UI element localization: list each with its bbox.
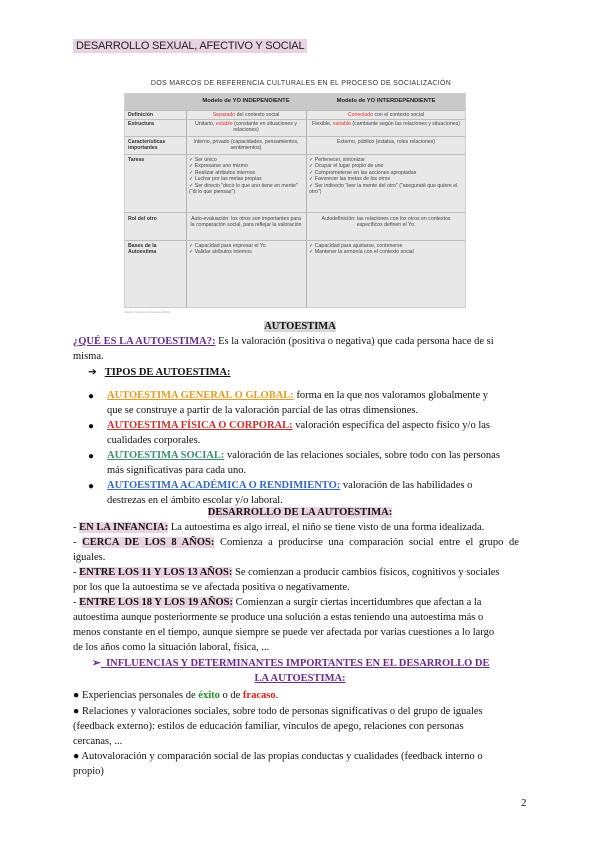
table-title: DOS MARCOS DE REFERENCIA CULTURALES EN EL PROCESO DE SOCIALIZACIÓN [150, 80, 452, 87]
table-row-rol: Rol del otro Auto-evaluación: los otros son importantes para la comparación social, para reflejar la valoración Autodefinición: las relaciones con los otros en contextos específicos definen el Yo. [125, 212, 465, 241]
table-header-row [125, 94, 465, 110]
influence-relaciones-line-3: cercanas, ... [73, 736, 123, 747]
table-row-estructura: Estructura Unitario, estable (constante en situaciones y relaciones) Flexible, variable (cambiante según las relaciones y situaciones) [125, 119, 465, 137]
document-header: DESARROLLO SEXUAL, AFECTIVO Y SOCIAL [73, 39, 307, 53]
page-number: 2 [521, 797, 527, 809]
influence-exito-fracaso: ● Experiencias personales de éxito o de fracaso. [73, 690, 279, 701]
definition-line-2: misma. [73, 351, 104, 362]
comparison-table [124, 93, 466, 308]
dev-8-anos-line-1: - CERCA DE LOS 8 AÑOS: Comienza a producirse una comparación social entre el grupo de [73, 537, 519, 548]
bullet-icon: ● [73, 690, 80, 701]
type-global-line-2: que se construye a partir de la valoración parcial de las otras dimensiones. [107, 405, 419, 416]
influence-autovaloracion-line-1: ● Autovaloración y comparación social de las propias conductas y cualidades (feedback interno o [73, 751, 483, 762]
dev-18-19-line-3: menos constante en el tiempo, aunque siempre se puede ver afectada por varias cuestiones a lo largo [73, 627, 495, 638]
definition-line-1: ¿QUÉ ES LA AUTOESTIMA?: Es la valoración (positiva o negativa) que cada persona hace de sí [73, 336, 494, 347]
dev-11-13-line-1: - ENTRE LOS 11 Y LOS 13 AÑOS: Se comienzan a producir cambios físicos, cognitivos y sociales [73, 567, 500, 578]
type-global-line-1: AUTOESTIMA GENERAL O GLOBAL: forma en la que nos valoramos globalmente y [107, 390, 489, 401]
arrow-right-icon: ➔ [88, 367, 97, 378]
bullet-icon: ● [88, 421, 95, 432]
type-academica-line-1: AUTOESTIMA ACADÉMICA O RENDIMIENTO: valoración de las habilidades o [107, 480, 473, 491]
dev-18-19-line-1: - ENTRE LOS 18 Y LOS 19 AÑOS: Comienzan a surgir ciertas incertidumbres que afectan a la [73, 597, 482, 608]
bullet-icon: ● [88, 451, 95, 462]
bullet-icon: ● [73, 706, 80, 717]
arrow-right-icon: ➢ [92, 658, 101, 669]
table-row-tareas: Tareas ✓ Ser único ✓ Expresarse uno mismo ✓ Realizar atributos internos ✓ Luchar por las metas propias ✓ Ser directo "decir lo que uno tiene en mente" ("di lo que piensas") ✓ Pertenecer, sintonizar ✓ Ocupar el lugar propio de uno ✓ Comprometerse en las acciones apropiadas ✓ Favorecer las metas de los otros ✓ Ser indirecto "leer la mente del otro" ("aseguraté que quiere el otro") [125, 154, 465, 213]
type-fisica-line-1: AUTOESTIMA FÍSICA O CORPORAL: valoración específica del aspecto físico y/o las [107, 420, 491, 431]
type-social-line-2: más significativas para cada uno. [107, 465, 247, 476]
influence-relaciones-line-1: ● Relaciones y valoraciones sociales, sobre todo de personas significativas o del grupo de iguales [73, 706, 483, 717]
bullet-icon: ● [73, 751, 80, 762]
section-title: AUTOESTIMA [264, 321, 336, 332]
table-row-bases: Bases de la Autoestima ✓ Capacidad para expresar el Yo ✓ Validar atributos internos ✓ Capacidad para ajustarse, contenerse ✓ Mantener la armonía con el contexto social [125, 240, 465, 309]
col-header-interdependent: Modelo de YO INTERDEPENDIENTE [336, 98, 436, 104]
bullet-icon: ● [88, 481, 95, 492]
col-header-independent: Modelo de YO INDEPENDIENTE [202, 98, 290, 104]
influences-heading-line-2: LA AUTOESTIMA: [254, 673, 346, 684]
dev-11-13-line-2: por los que la autoestima se ve afectada positiva o negativamente. [73, 582, 350, 593]
types-heading: ➔ TIPOS DE AUTOESTIMA: [88, 367, 231, 378]
influences-heading-line-1: ➢ INFLUENCIAS Y DETERMINANTES IMPORTANTES EN EL DESARROLLO DE [92, 658, 490, 669]
development-title: DESARROLLO DE LA AUTOESTIMA: [207, 507, 393, 518]
table-row-caracteristicas: Características importantes Interno, privado (capacidades, pensamientos, sentimientos) Externo, público (estatus, roles relaciones) [125, 136, 465, 155]
influence-autovaloracion-line-2: propio) [73, 766, 104, 777]
dev-infancia: - EN LA INFANCIA: La autoestima es algo irreal, el niño se tiene visto de una forma idealizada. [73, 522, 485, 533]
table-row-definicion: Definición Separado del contexto social Conectado con el contexto social [125, 110, 465, 120]
dev-8-anos-line-2: iguales. [73, 552, 106, 563]
dev-18-19-line-2: autoestima aunque posteriormente se produce una solución a estas teniendo una autoestima más o [73, 612, 484, 623]
influence-relaciones-line-2: (feedback externo): estilos de educación familiar, vínculos de apego, relaciones con personas [73, 721, 464, 732]
type-academica-line-2: destrezas en el ámbito escolar y/o laboral. [107, 495, 283, 506]
table-source-note: Fuente: Markus & Kitayama (1991) [124, 310, 171, 314]
type-fisica-line-2: cualidades corporales. [107, 435, 201, 446]
bullet-icon: ● [88, 391, 95, 402]
type-social-line-1: AUTOESTIMA SOCIAL: valoración de las relaciones sociales, sobre todo con las personas [107, 450, 500, 461]
dev-18-19-line-4: de los años como la situación laboral, física, ... [73, 642, 270, 653]
